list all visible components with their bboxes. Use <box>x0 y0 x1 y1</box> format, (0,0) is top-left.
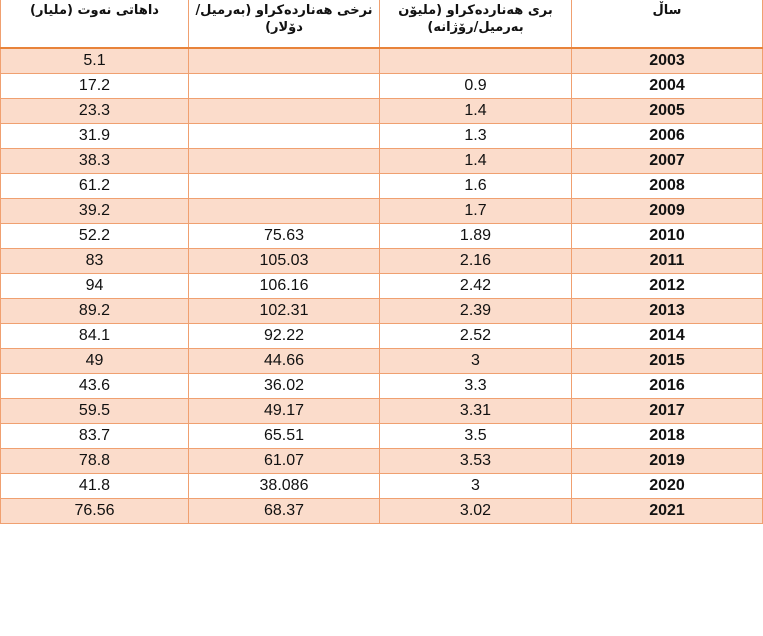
table-row <box>1 274 763 299</box>
revenue-cell: 39.2 <box>1 199 189 224</box>
price-cell <box>189 99 380 124</box>
volume-cell: 3.5 <box>380 424 572 449</box>
table-row <box>1 424 763 449</box>
table-row <box>1 499 763 524</box>
volume-cell: 2.42 <box>380 274 572 299</box>
volume-cell: 3 <box>380 474 572 499</box>
volume-cell: 3 <box>380 349 572 374</box>
table-row <box>1 399 763 424</box>
header-year: ساڵ <box>572 0 763 48</box>
revenue-cell: 83 <box>1 249 189 274</box>
price-cell: 65.51 <box>189 424 380 449</box>
revenue-cell: 43.6 <box>1 374 189 399</box>
volume-cell: 1.6 <box>380 174 572 199</box>
price-cell: 36.02 <box>189 374 380 399</box>
year-cell: 2007 <box>572 149 763 174</box>
volume-cell: 3.3 <box>380 374 572 399</box>
volume-cell: 1.7 <box>380 199 572 224</box>
table-body <box>1 48 763 524</box>
price-cell <box>189 199 380 224</box>
price-cell: 44.66 <box>189 349 380 374</box>
year-cell: 2012 <box>572 274 763 299</box>
year-cell: 2015 <box>572 349 763 374</box>
year-cell: 2017 <box>572 399 763 424</box>
revenue-cell: 83.7 <box>1 424 189 449</box>
revenue-cell: 84.1 <box>1 324 189 349</box>
revenue-cell: 41.8 <box>1 474 189 499</box>
revenue-cell: 31.9 <box>1 124 189 149</box>
year-cell: 2013 <box>572 299 763 324</box>
year-cell: 2019 <box>572 449 763 474</box>
volume-cell: 3.02 <box>380 499 572 524</box>
revenue-cell: 94 <box>1 274 189 299</box>
year-cell: 2004 <box>572 74 763 99</box>
header-oil-revenue: داهاتی نەوت (ملیار) <box>1 0 189 48</box>
table-row <box>1 449 763 474</box>
table-row <box>1 124 763 149</box>
price-cell <box>189 149 380 174</box>
price-cell: 61.07 <box>189 449 380 474</box>
year-cell: 2008 <box>572 174 763 199</box>
year-cell: 2006 <box>572 124 763 149</box>
year-cell: 2009 <box>572 199 763 224</box>
table-row <box>1 149 763 174</box>
table-row <box>1 174 763 199</box>
volume-cell: 1.4 <box>380 149 572 174</box>
table-row <box>1 349 763 374</box>
year-cell: 2010 <box>572 224 763 249</box>
table-row <box>1 474 763 499</box>
price-cell: 106.16 <box>189 274 380 299</box>
revenue-cell: 59.5 <box>1 399 189 424</box>
volume-cell: 1.3 <box>380 124 572 149</box>
year-cell: 2016 <box>572 374 763 399</box>
table-row <box>1 299 763 324</box>
year-cell: 2018 <box>572 424 763 449</box>
header-row <box>1 0 763 48</box>
revenue-cell: 5.1 <box>1 48 189 74</box>
revenue-cell: 38.3 <box>1 149 189 174</box>
revenue-cell: 17.2 <box>1 74 189 99</box>
revenue-cell: 49 <box>1 349 189 374</box>
year-cell: 2021 <box>572 499 763 524</box>
price-cell: 102.31 <box>189 299 380 324</box>
year-cell: 2005 <box>572 99 763 124</box>
table-row <box>1 199 763 224</box>
price-cell <box>189 48 380 74</box>
price-cell <box>189 174 380 199</box>
volume-cell: 1.89 <box>380 224 572 249</box>
price-cell <box>189 124 380 149</box>
header-export-volume: بری هەناردەکراو (ملیۆن بەرمیل/رۆژانە) <box>380 0 572 48</box>
year-cell: 2003 <box>572 48 763 74</box>
price-cell: 38.086 <box>189 474 380 499</box>
revenue-cell: 78.8 <box>1 449 189 474</box>
table-row <box>1 224 763 249</box>
price-cell: 105.03 <box>189 249 380 274</box>
year-cell: 2011 <box>572 249 763 274</box>
price-cell: 92.22 <box>189 324 380 349</box>
price-cell: 68.37 <box>189 499 380 524</box>
table-row <box>1 48 763 74</box>
table-row <box>1 99 763 124</box>
volume-cell: 2.52 <box>380 324 572 349</box>
price-cell <box>189 74 380 99</box>
revenue-cell: 76.56 <box>1 499 189 524</box>
price-cell: 49.17 <box>189 399 380 424</box>
volume-cell: 1.4 <box>380 99 572 124</box>
year-cell: 2020 <box>572 474 763 499</box>
year-cell: 2014 <box>572 324 763 349</box>
table-row <box>1 249 763 274</box>
table-row <box>1 324 763 349</box>
volume-cell: 2.16 <box>380 249 572 274</box>
revenue-cell: 23.3 <box>1 99 189 124</box>
table-row <box>1 374 763 399</box>
volume-cell: 2.39 <box>380 299 572 324</box>
revenue-cell: 52.2 <box>1 224 189 249</box>
volume-cell: 0.9 <box>380 74 572 99</box>
revenue-cell: 89.2 <box>1 299 189 324</box>
price-cell: 75.63 <box>189 224 380 249</box>
volume-cell: 3.53 <box>380 449 572 474</box>
table-row <box>1 74 763 99</box>
header-export-price: نرخی هەناردەکراو (بەرمیل/دۆلار) <box>189 0 380 48</box>
volume-cell: 3.31 <box>380 399 572 424</box>
volume-cell <box>380 48 572 74</box>
revenue-cell: 61.2 <box>1 174 189 199</box>
